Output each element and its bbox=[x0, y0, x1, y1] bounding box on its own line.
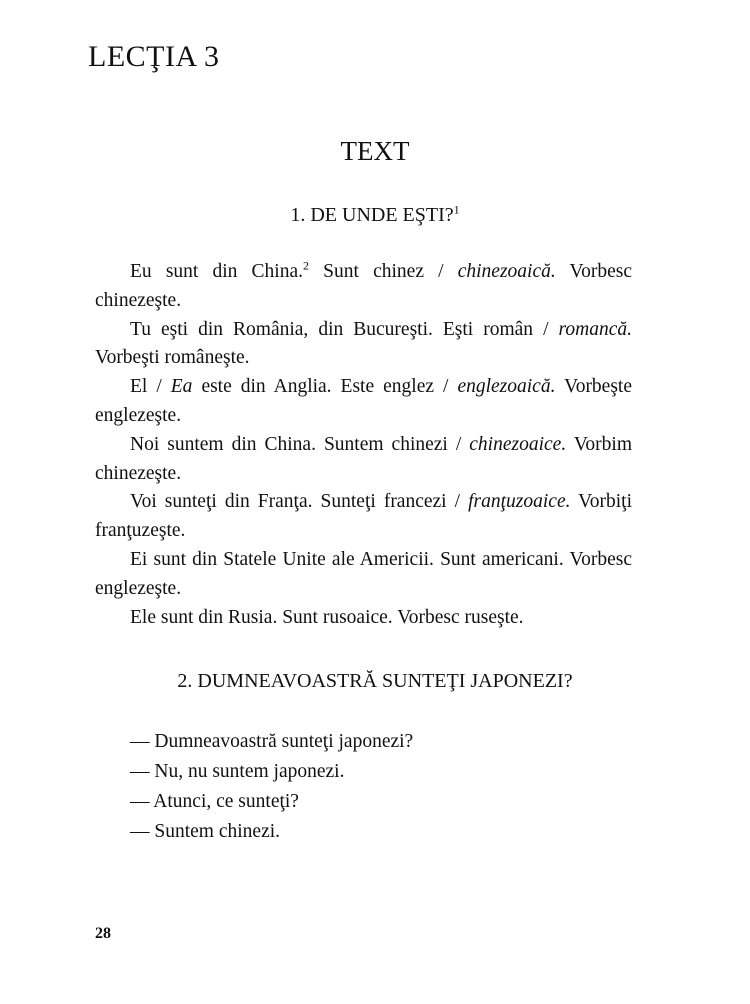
paragraph bbox=[95, 431, 632, 489]
text-span: Voi sunteţi din Franţa. Sunteţi francezi / bbox=[130, 491, 469, 513]
dialogue-line: — Suntem chinezi. bbox=[130, 821, 281, 842]
section1-body bbox=[95, 258, 632, 632]
text-span: Sunt chinez / bbox=[309, 261, 458, 282]
paragraph bbox=[95, 316, 632, 374]
section2-heading: 2. DUMNEAVOASTRĂ SUNTEŢI JAPONEZI? bbox=[177, 670, 573, 692]
footnote-mark: 2 bbox=[303, 258, 310, 273]
paragraph bbox=[95, 258, 632, 316]
section-title: TEXT bbox=[340, 136, 410, 166]
text-span: Eu sunt din China. bbox=[130, 261, 304, 282]
italic-form: romancă. bbox=[558, 318, 632, 340]
italic-form: Ea bbox=[170, 376, 193, 398]
section1-heading-text: 1. DE UNDE EŞTI? bbox=[290, 204, 454, 226]
paragraph: Ei sunt din Statele Unite ale Americii. Sunt americani. Vorbesc englezeşte. bbox=[95, 548, 632, 599]
italic-form: englezoaică. bbox=[457, 376, 556, 398]
dialogue-line: — Nu, nu suntem japonezi. bbox=[130, 761, 345, 782]
text-span: El / bbox=[130, 376, 171, 398]
text-span: Vorbeşte englezeşte. bbox=[95, 376, 632, 426]
text-span: Vorbim chinezeşte. bbox=[95, 433, 633, 484]
text-span: Tu eşti din România, din Bucureşti. Eşti român / bbox=[130, 318, 559, 340]
dialogue-line: — Dumneavoastră sunteţi japonezi? bbox=[130, 731, 414, 752]
section1-heading bbox=[0, 204, 750, 227]
text-span: Noi suntem din China. Suntem chinezi / bbox=[130, 433, 470, 455]
dialogue-line: — Atunci, ce sunteţi? bbox=[130, 791, 299, 812]
paragraph: Ele sunt din Rusia. Sunt rusoaice. Vorbesc ruseşte. bbox=[130, 606, 524, 628]
text-span: Vorbesc chinezeşte. bbox=[95, 261, 632, 311]
page-number: 28 bbox=[95, 925, 111, 942]
dialogue bbox=[130, 727, 413, 847]
italic-form: chinezoaică. bbox=[457, 261, 556, 282]
lesson-title: LECŢIA 3 bbox=[88, 40, 220, 73]
text-span: Vorbiţi franţuzeşte. bbox=[95, 491, 632, 542]
text-span: Vorbeşti româneşte. bbox=[95, 347, 250, 369]
paragraph bbox=[95, 373, 632, 431]
footnote-mark: 1 bbox=[453, 202, 460, 217]
italic-form: chinezoaice. bbox=[469, 433, 567, 455]
text-span: este din Anglia. Este englez / bbox=[192, 376, 458, 398]
italic-form: franţuzoaice. bbox=[468, 491, 571, 513]
paragraph bbox=[95, 488, 632, 546]
